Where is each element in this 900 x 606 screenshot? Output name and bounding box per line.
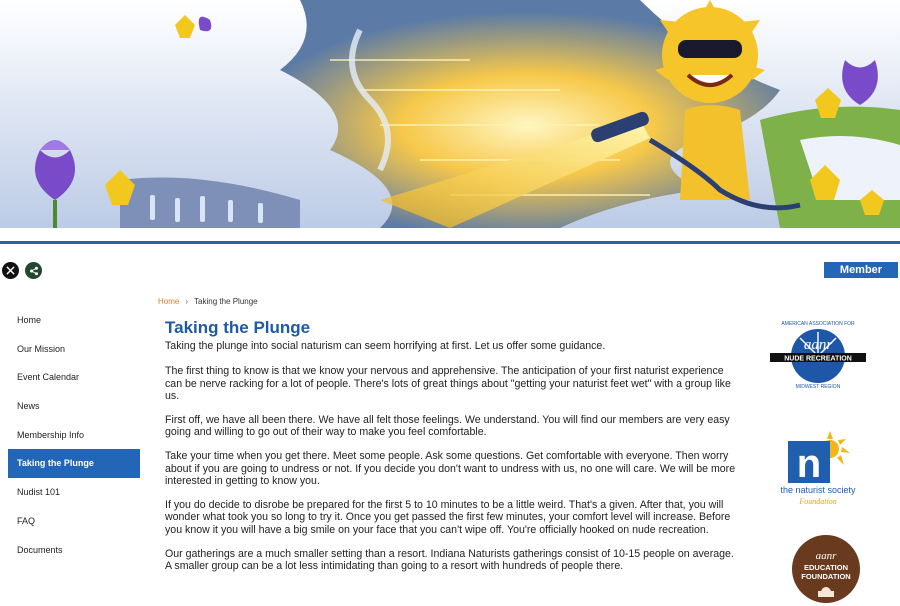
sidebar-item-news[interactable]: News (17, 401, 40, 412)
aanr-edu-text-1: aanr (815, 550, 837, 562)
breadcrumb (158, 297, 258, 306)
page-title: Taking the Plunge (165, 318, 311, 337)
sidebar-item-membership-info[interactable]: Membership Info (17, 429, 85, 440)
aanr-main-text: aanr (803, 337, 833, 353)
breadcrumb-home-link[interactable]: Home (158, 297, 180, 306)
content-paragraph: Our gatherings are a much smaller setting than a resort. Indiana Naturists gatherings consist of 10-15 people on average. A smaller group can be a lot less intimidating than going to a resort with hundreds of people there. (165, 547, 734, 573)
aanr-edu-text-2: EDUCATION (803, 563, 849, 572)
content-paragraph: The first thing to know is that we know your nervous and apprehensive. The anticipation of your first naturist experience can be nerve racking for a lot of people. There's lots of great things about "getting your naturist feet wet" with a group like us. (165, 365, 731, 402)
sidebar-item-our-mission[interactable]: Our Mission (17, 343, 66, 354)
banner-illustration (0, 0, 900, 228)
x-icon[interactable] (2, 262, 19, 279)
aanr-midwest-logo[interactable] (766, 316, 870, 390)
sidebar-item-event-calendar[interactable]: Event Calendar (17, 372, 80, 383)
aanr-education-foundation-logo[interactable] (766, 534, 870, 604)
sidebar-item-nudist-101[interactable]: Nudist 101 (17, 487, 61, 498)
social-share-bar (2, 262, 42, 279)
aanr-band-text: NUDE RECREATION (784, 355, 852, 363)
header-banner-image (0, 0, 900, 228)
sidebar-item-home[interactable]: Home (17, 315, 42, 325)
aanr-arc-bottom-text: MIDWEST REGION (795, 384, 841, 390)
aanr-edu-text-3: FOUNDATION (801, 572, 851, 581)
breadcrumb-current: Taking the Plunge (194, 297, 258, 306)
sidebar-item-faq[interactable]: FAQ (17, 515, 36, 526)
tns-name-text: the naturist society (780, 485, 856, 495)
sidebar-nav (8, 306, 140, 564)
share-icon[interactable] (25, 262, 42, 279)
tns-letter: n (796, 442, 822, 486)
chevron-right-icon: › (185, 297, 189, 306)
content-paragraph: If you do decide to disrobe be prepared for the first 5 to 10 minutes to be a little weird. That's a given. After that, you will wonder what took you so long to try it. Once you get passed the first few minutes, your comfort level will increase. Before you know it you will have a big smile on your face that you can't wipe off. You're officially hooked on nude recreation. (165, 498, 731, 536)
content-paragraph: Take your time when you get there. Meet some people. Ask some questions. Get comfortable with everyone. Then worry about if you are going to undress or not. If you decide you don't want to undress with us, no one will care. We will be more interested in getting to know you. (165, 450, 736, 488)
member-login-button[interactable]: Member Login (824, 262, 898, 278)
banner-divider (0, 241, 900, 244)
intro-paragraph: Taking the plunge into social naturism can seem horrifying at first. Let us offer some guidance. (165, 340, 606, 352)
main-content (165, 318, 740, 584)
tns-foundation-text: Foundation (799, 497, 837, 506)
sidebar-item-taking-the-plunge[interactable]: Taking the Plunge (8, 449, 140, 478)
aanr-arc-top-text: AMERICAN ASSOCIATION FOR (781, 321, 855, 327)
content-paragraph: First off, we have all been there. We have all felt those feelings. We understand. You will find our members are very easy going and willing to go out of their way to make you feel comfortable. (165, 413, 730, 439)
sidebar-item-documents[interactable]: Documents (17, 544, 63, 555)
naturist-society-foundation-logo[interactable] (766, 431, 870, 511)
